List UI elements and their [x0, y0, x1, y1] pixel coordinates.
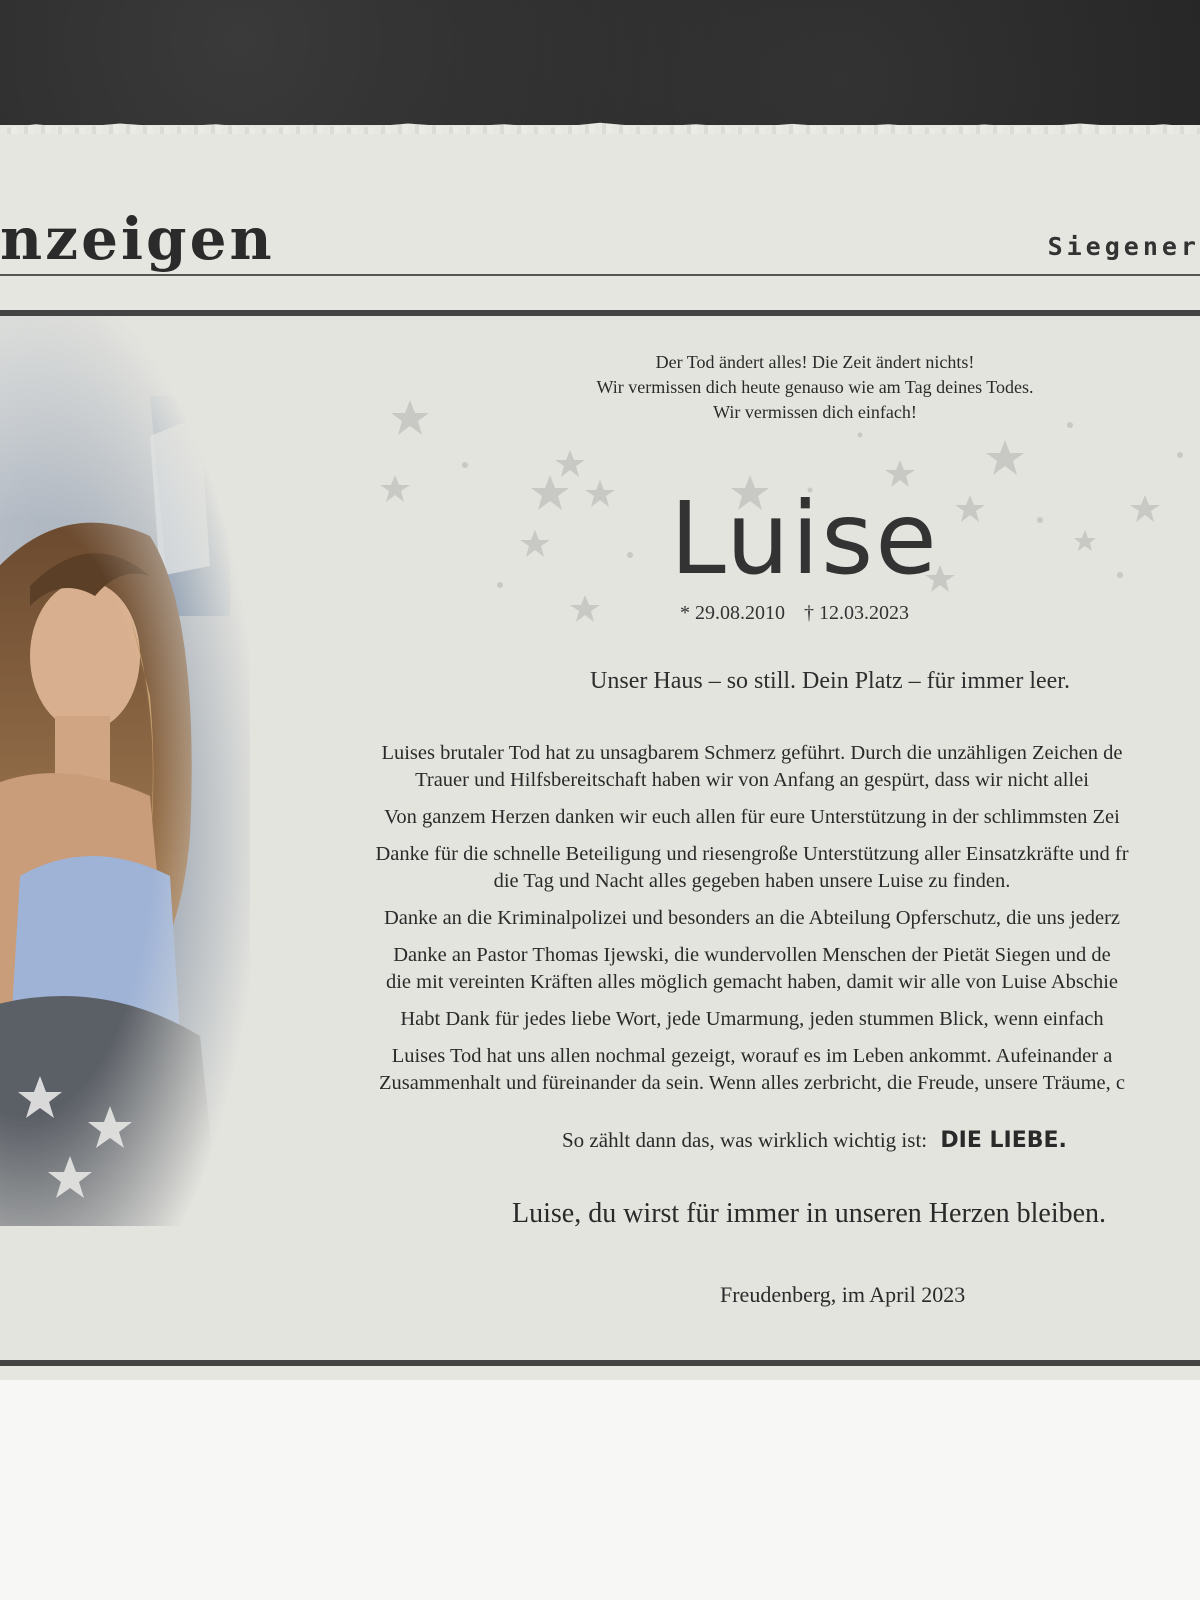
birth-date: * 29.08.2010 [680, 602, 785, 624]
text-line: die Tag und Nacht alles gegeben haben unsere Luise zu finden. [493, 870, 1011, 892]
text-line: Luises brutaler Tod hat zu unsagbarem Schmerz geführt. Durch die unzähligen Zeichen de [381, 742, 1123, 764]
paragraph [262, 942, 1200, 996]
motto-line: Unser Haus – so still. Dein Platz – für immer leer. [590, 668, 1070, 694]
portrait-photo-image [0, 316, 250, 1226]
paragraph [262, 804, 1200, 831]
opening-quote [480, 350, 1150, 425]
paragraph [262, 1006, 1200, 1033]
text-line: Habt Dank für jedes liebe Wort, jede Umarmung, jeden stummen Blick, wenn einfach [400, 1008, 1104, 1030]
text-line: Danke an die Kriminalpolizei und besonders an die Abteilung Opferschutz, die uns jederz [383, 907, 1121, 929]
place-and-date: Freudenberg, im April 2023 [720, 1282, 966, 1307]
love-line [562, 1128, 1067, 1153]
quote-line: Wir vermissen dich heute genauso wie am Tag deines Todes. [596, 377, 1034, 397]
text-line: die mit vereinten Kräften alles möglich gemacht haben, damit wir alle von Luise Abschie [385, 971, 1119, 993]
love-word: DIE LIEBE. [940, 1128, 1067, 1153]
leather-background [0, 0, 1200, 135]
quote-line: Der Tod ändert alles! Die Zeit ändert nichts! [655, 352, 975, 372]
notice-body [262, 740, 1200, 1107]
text-line: Trauer und Hilfsbereitschaft haben wir von Anfang an gespürt, dass wir nicht allei [415, 769, 1089, 791]
notice-border-bottom [0, 1360, 1200, 1366]
life-dates [680, 602, 980, 625]
table-surface [0, 1380, 1200, 1600]
paragraph [262, 740, 1200, 794]
text-line: Danke für die schnelle Beteiligung und riesengroße Unterstützung aller Einsatzkräfte und fr [375, 843, 1129, 865]
paragraph [262, 905, 1200, 932]
header-rule [0, 274, 1200, 276]
text-line: Luises Tod hat uns allen nochmal gezeigt, worauf es im Leben ankommt. Aufeinander a [391, 1045, 1113, 1067]
text-line: Zusammenhalt und füreinander da sein. Wenn alles zerbricht, die Freude, unsere Träume, c [379, 1072, 1125, 1094]
quote-line: Wir vermissen dich einfach! [713, 402, 917, 422]
deceased-name: Luise [670, 480, 939, 597]
newspaper-name: Siegener [1047, 232, 1200, 261]
portrait-photo [0, 316, 250, 1226]
paragraph [262, 1043, 1200, 1097]
text-line: Von ganzem Herzen danken wir euch allen für eure Unterstützung in der schlimmsten Zei [384, 806, 1120, 828]
love-line-text: So zählt dann das, was wirklich wichtig ist: [562, 1128, 928, 1152]
closing-line: Luise, du wirst für immer in unseren Herzen bleiben. [512, 1198, 1107, 1229]
death-date: † 12.03.2023 [804, 602, 909, 624]
paragraph [262, 841, 1200, 895]
section-title: nzeigen [0, 205, 275, 273]
text-line: Danke an Pastor Thomas Ijewski, die wundervollen Menschen der Pietät Siegen und de [393, 944, 1111, 966]
